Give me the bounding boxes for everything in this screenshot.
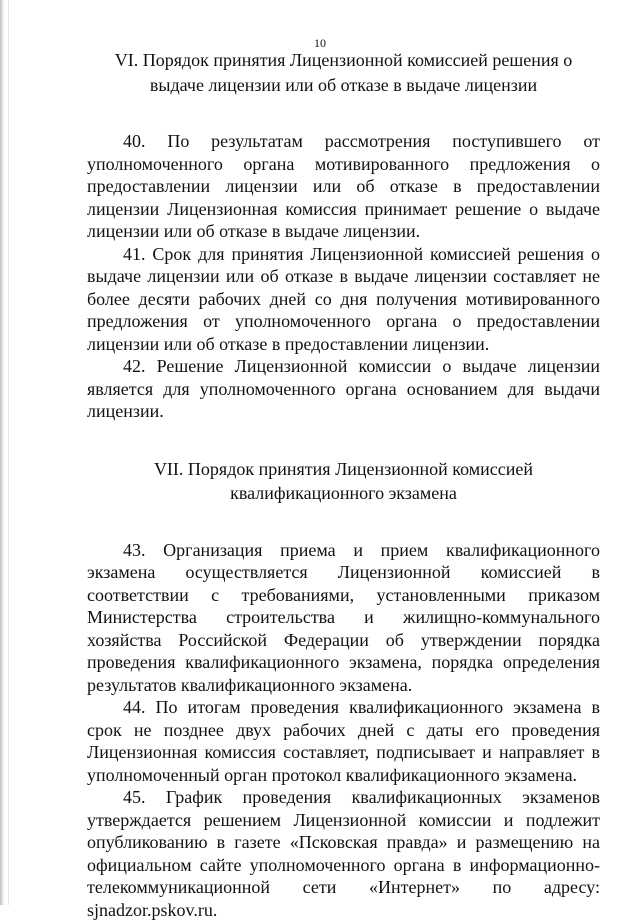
section-6-heading: VI. Порядок принятия Лицензионной комиссией решения о выдаче лицензии или об отказе в выдаче лицензии (87, 48, 600, 97)
paragraph-41: 41. Срок для принятия Лицензионной комиссией решения о выдаче лицензии или об отказе в выдаче лицензии составляет не более десяти рабочих дней со дня получения мотивированного предложения от уполномоченного органа о предоставлении лицензии или об отказе в предоставлении лицензии. (87, 243, 600, 356)
scan-edge-line (8, 0, 9, 905)
paragraph-43: 43. Организация приема и прием квалификационного экзамена осуществляется Лицензионной комиссией в соответствии с требованиями, установленными приказом Министерства строительства и жилищно-коммунального хозяйства Российской Федерации об утверждении порядка проведения квалификационного экзамена, порядка определения результатов квалификационного экзамена. (87, 539, 600, 697)
paragraph-44: 44. По итогам проведения квалификационного экзамена в срок не позднее двух рабочих дней с даты его проведения Лицензионная комиссия составляет, подписывает и направляет в уполномоченный орган протокол квалификационного экзамена. (87, 696, 600, 786)
section-6-body (87, 130, 600, 423)
paragraph-42: 42. Решение Лицензионной комиссии о выдаче лицензии является для уполномоченного органа основанием для выдачи лицензии. (87, 355, 600, 423)
page-number: 10 (0, 36, 640, 51)
scan-edge (0, 0, 5, 905)
paragraph-40: 40. По результатам рассмотрения поступившего от уполномоченного органа мотивированного предложения о предоставлении лицензии или об отказе в предоставлении лицензии Лицензионная комиссия принимает решение о выдаче лицензии или об отказе в выдаче лицензии. (87, 130, 600, 243)
section-7-heading: VII. Порядок принятия Лицензионной комиссией квалификационного экзамена (87, 457, 600, 506)
document-body (87, 48, 600, 921)
paragraph-45: 45. График проведения квалификационных экзаменов утверждается решением Лицензионной комиссии и подлежит опубликованию в газете «Псковская правда» и размещению на официальном сайте уполномоченного органа в информационно-телекоммуникационной сети «Интернет» по адресу: sjnadzor.pskov.ru. (87, 786, 600, 921)
section-7-body (87, 539, 600, 921)
